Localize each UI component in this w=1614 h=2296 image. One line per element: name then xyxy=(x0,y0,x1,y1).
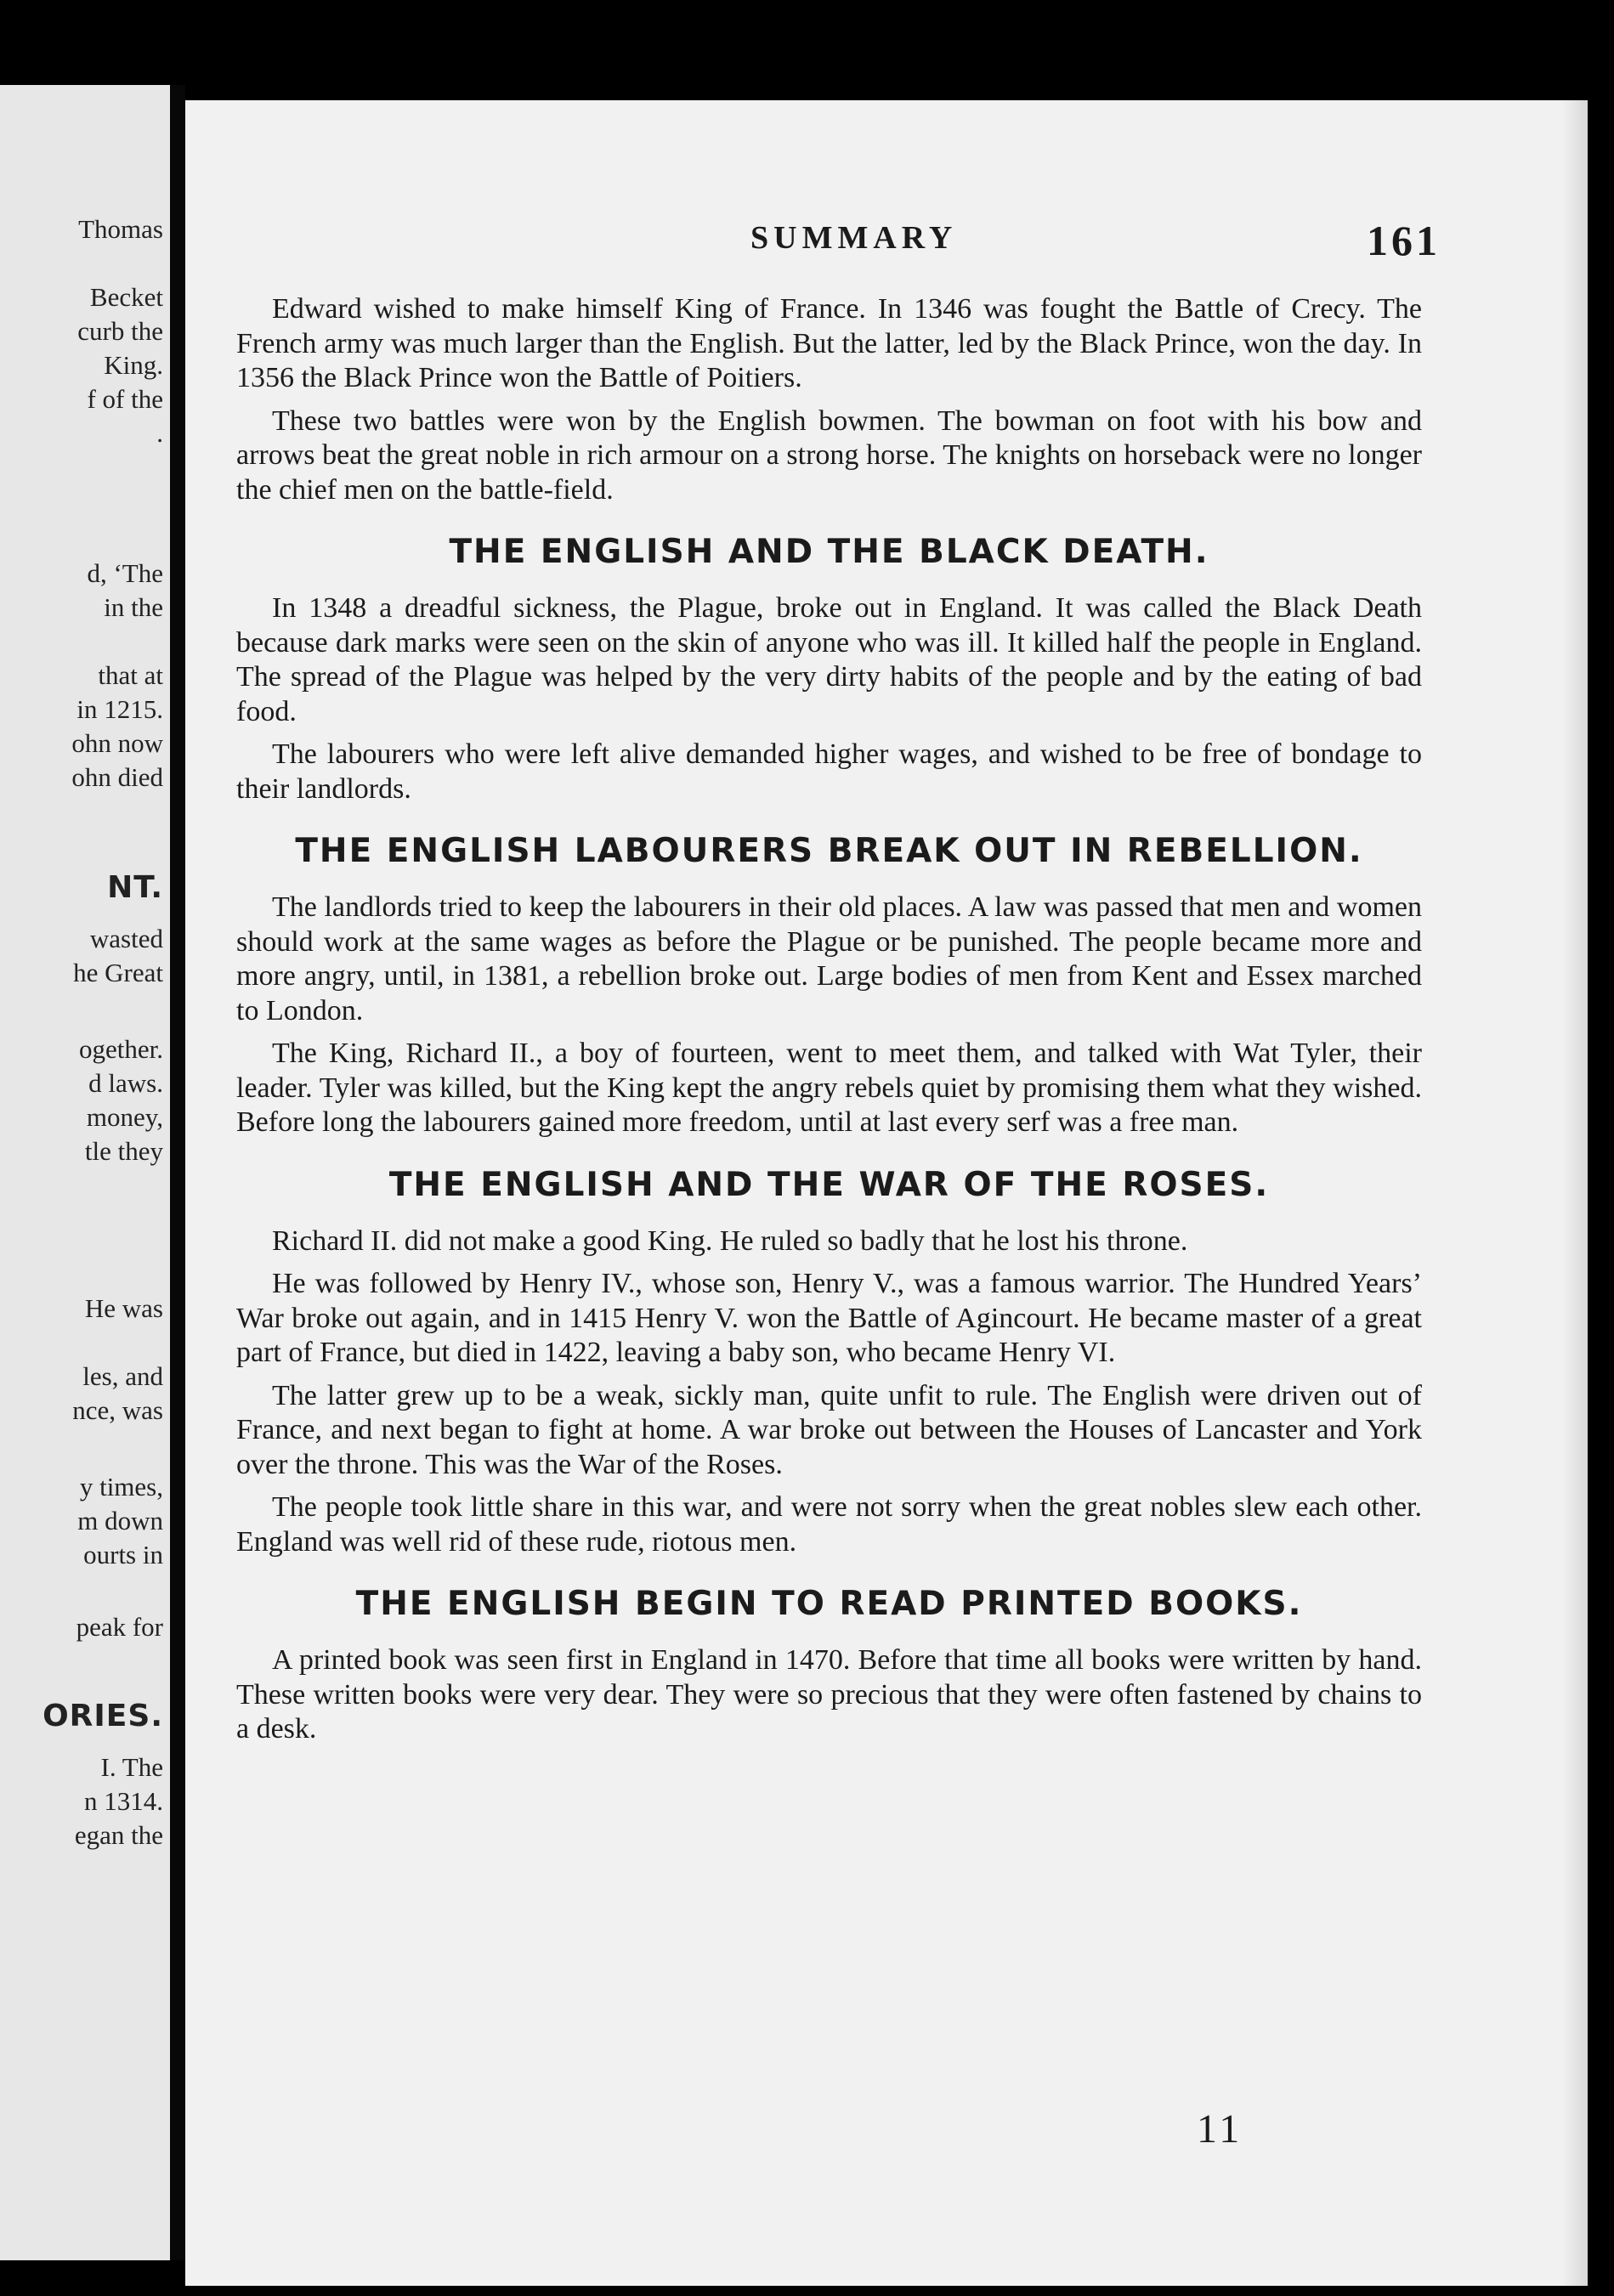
left-page-text-fragment: tle they xyxy=(84,1136,163,1166)
signature-mark: 11 xyxy=(1197,2107,1243,2152)
left-page-text-fragment: . xyxy=(156,418,163,448)
left-page-text-fragment: d, ‘The xyxy=(87,558,163,588)
section-heading: THE ENGLISH LABOURERS BREAK OUT IN REBELLION. xyxy=(295,832,1363,870)
left-page-text-fragment: in the xyxy=(104,592,163,622)
left-page-text-fragment: wasted xyxy=(89,924,163,953)
page-number: 161 xyxy=(1367,217,1441,264)
body-paragraph: The people took little share in this war, and were not sorry when the great nobles slew each other. England was well rid of these rude, riotous men. xyxy=(236,1491,1422,1558)
body-paragraph: The latter grew up to be a weak, sickly man, quite unfit to rule. The English were driven out of France, and next began to fight at home. A war broke out between the Houses of Lancaster and York over the throne. This was the War of the Roses. xyxy=(236,1379,1422,1480)
left-page-text-fragment: ourts in xyxy=(83,1540,163,1569)
section-heading: THE ENGLISH BEGIN TO READ PRINTED BOOKS. xyxy=(355,1585,1303,1623)
body-paragraph: The landlords tried to keep the labourers in their old places. A law was passed that men and women should work at the same wages as before the Plague or be punished. The people became more and more angry, until, in 1381, a rebellion broke out. Large bodies of men from Kent and Essex marched to London. xyxy=(236,891,1422,1026)
book-gutter xyxy=(170,85,185,2260)
left-page-text-fragment: I. The xyxy=(100,1752,163,1782)
left-page-text-fragment: in 1215. xyxy=(76,694,163,724)
left-page-text-fragment: egan the xyxy=(74,1820,163,1850)
body-paragraph: A printed book was seen first in England in 1470. Before that time all books were written by hand. These written books were very dear. They were so precious that they were often fastened by chains to a desk. xyxy=(236,1644,1422,1745)
left-page-text-fragment: f of the xyxy=(87,384,163,414)
left-page-text-fragment: peak for xyxy=(76,1612,163,1642)
book-page xyxy=(185,100,1588,2286)
body-paragraph: The labourers who were left alive demanded higher wages, and wished to be free of bondage to their landlords. xyxy=(236,738,1422,805)
body-paragraph: These two battles were won by the English bowmen. The bowman on foot with his bow and arrows beat the great noble in rich armour on a strong horse. The knights on horseback were no longer the chief men on the battle-field. xyxy=(236,404,1422,506)
left-page-text-fragment: King. xyxy=(104,350,163,380)
body-paragraph: Edward wished to make himself King of France. In 1346 was fought the Battle of Crecy. The French army was much larger than the English. But the latter, led by the Black Prince, won the day. In 1356 the Black Prince won the Battle of Poitiers. xyxy=(236,293,1422,393)
left-page-text-fragment: Becket xyxy=(89,282,163,312)
body-paragraph: The King, Richard II., a boy of fourteen, went to meet them, and talked with Wat Tyler, their leader. Tyler was killed, but the King kept the angry rebels quiet by promising them what they wished. Before long the labourers gained more freedom, until at last every serf was a free man. xyxy=(236,1038,1422,1138)
left-page-text-fragment: nce, was xyxy=(72,1395,163,1425)
left-page-fragment xyxy=(0,85,170,2260)
left-page-text-fragment: ogether. xyxy=(79,1034,163,1064)
section-heading: THE ENGLISH AND THE WAR OF THE ROSES. xyxy=(388,1165,1270,1204)
running-title: SUMMARY xyxy=(750,220,958,256)
left-page-text-fragment: d laws. xyxy=(88,1068,163,1098)
left-page-text-fragment: les, and xyxy=(82,1361,163,1391)
page-body xyxy=(236,292,1422,1747)
body-paragraph: Richard II. did not make a good King. He ruled so badly that he lost his throne. xyxy=(272,1224,1188,1257)
left-page-text-fragment: He was xyxy=(84,1293,163,1323)
left-page-text-fragment: n 1314. xyxy=(84,1786,163,1816)
left-page-text-fragment: NT. xyxy=(107,870,163,905)
left-page-text-fragment: m down xyxy=(77,1506,163,1535)
left-page-text-fragment: y times, xyxy=(79,1472,163,1501)
left-page-text-fragment: money, xyxy=(86,1102,163,1132)
left-page-text-fragment: ORIES. xyxy=(42,1699,163,1733)
body-paragraph: In 1348 a dreadful sickness, the Plague, broke out in England. It was called the Black Death because dark marks were seen on the skin of anyone who was ill. It killed half the people in England. The spread of the Plague was helped by the very dirty habits of the people and by the eating of bad food. xyxy=(236,592,1422,727)
left-page-text-fragment: ohn now xyxy=(71,728,163,758)
section-heading: THE ENGLISH AND THE BLACK DEATH. xyxy=(449,533,1209,571)
running-header xyxy=(185,219,1588,270)
left-page-text-fragment: he Great xyxy=(73,958,163,987)
left-page-text-fragment: that at xyxy=(98,660,163,690)
body-paragraph: He was followed by Henry IV., whose son, Henry V., was a famous warrior. The Hundred Years’ War broke out again, and in 1415 Henry V. won the Battle of Agincourt. He became master of a great part of France, but died in 1422, leaving a baby son, who became Henry VI. xyxy=(236,1268,1422,1368)
left-page-text-fragment: curb the xyxy=(77,316,163,346)
left-page-text-fragment: ohn died xyxy=(71,762,163,792)
left-page-text-fragment: Thomas xyxy=(78,214,163,244)
